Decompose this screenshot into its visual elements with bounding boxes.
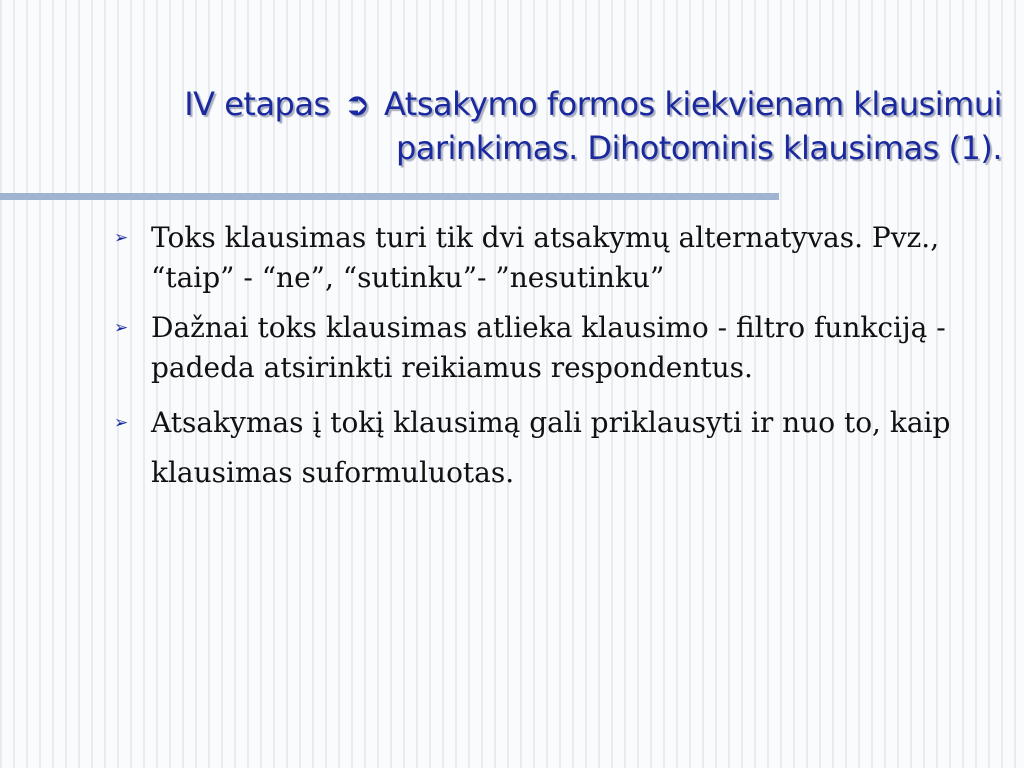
title-part-1: IV etapas (184, 85, 330, 123)
bullet-text: Toks klausimas turi tik dvi atsakymų alternatyvas. Pvz., “taip” - “ne”, “sutinku”- ”nesutinku” (151, 221, 940, 294)
slide-title (102, 82, 1002, 170)
bullet-arrow-icon: ➢ (114, 413, 129, 433)
title-divider (0, 193, 779, 200)
bullet-arrow-icon: ➢ (114, 318, 129, 338)
title-part-2: Atsakymo formos kiekvienam klausimui parinkimas. Dihotominis klausimas (1). (383, 85, 1002, 167)
bullet-list (114, 218, 994, 508)
bullet-text: Dažnai toks klausimas atlieka klausimo - filtro funkciją - padeda atsirinkti reikiamus respondentus. (151, 311, 946, 384)
list-item (114, 398, 994, 498)
bullet-arrow-icon: ➢ (114, 228, 129, 248)
arrow-icon: ➲ (343, 85, 370, 123)
list-item (114, 308, 994, 388)
list-item (114, 218, 994, 298)
bullet-text: Atsakymas į tokį klausimą gali priklausyti ir nuo to, kaip klausimas suformuluotas. (151, 406, 951, 489)
